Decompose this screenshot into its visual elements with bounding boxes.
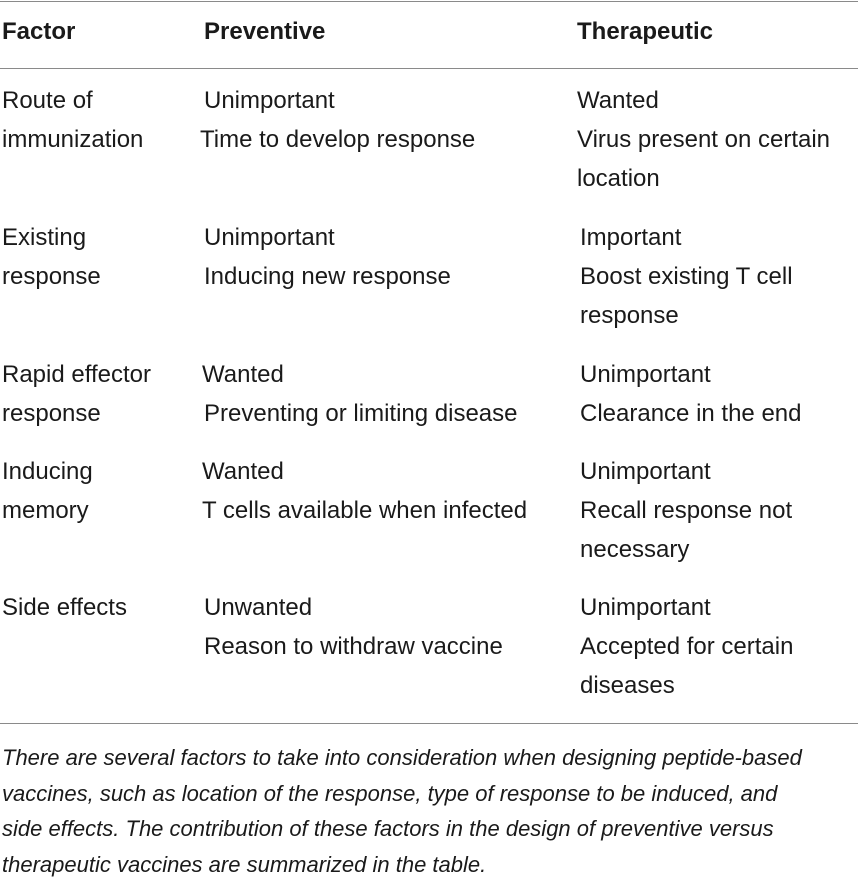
caption-line: vaccines, such as location of the response, type of response to be induced, and bbox=[2, 780, 778, 806]
cell-line: Recall response not bbox=[580, 497, 793, 524]
caption-line: side effects. The contribution of these factors in the design of preventive versus bbox=[2, 816, 774, 841]
cell-line: Unimportant bbox=[580, 594, 711, 621]
row-therapeutic bbox=[577, 81, 830, 198]
header-preventive: Preventive bbox=[204, 18, 326, 45]
cell-line: Wanted bbox=[202, 458, 284, 485]
table-caption bbox=[2, 740, 858, 882]
cell-line: Unwanted bbox=[204, 594, 313, 621]
cell-line: Unimportant bbox=[204, 87, 335, 114]
row-preventive bbox=[204, 218, 451, 296]
row-therapeutic bbox=[580, 588, 793, 705]
cell-line: Rapid effector bbox=[2, 361, 151, 388]
caption-line: therapeutic vaccines are summarized in the table. bbox=[2, 851, 487, 877]
cell-line: Wanted bbox=[202, 361, 284, 388]
cell-line: T cells available when infected bbox=[202, 497, 528, 524]
cell-line: Route of bbox=[2, 87, 93, 114]
cell-line: location bbox=[577, 165, 660, 192]
row-factor bbox=[2, 452, 93, 530]
row-therapeutic bbox=[580, 218, 793, 335]
cell-line: Reason to withdraw vaccine bbox=[204, 633, 503, 660]
cell-line: Side effects bbox=[2, 594, 127, 621]
cell-line: Accepted for certain bbox=[580, 633, 794, 660]
header-factor: Factor bbox=[2, 18, 76, 45]
cell-line: Clearance in the end bbox=[580, 400, 802, 427]
cell-line: diseases bbox=[580, 672, 675, 699]
row-preventive bbox=[200, 81, 476, 159]
cell-line: Virus present on certain bbox=[577, 126, 831, 153]
cell-line: Preventing or limiting disease bbox=[204, 400, 518, 427]
top-rule bbox=[0, 1, 858, 2]
cell-line: memory bbox=[2, 497, 89, 524]
cell-line: Time to develop response bbox=[200, 126, 476, 153]
row-factor bbox=[2, 81, 143, 159]
row-preventive bbox=[204, 588, 503, 666]
header-rule bbox=[0, 68, 858, 69]
row-therapeutic bbox=[580, 355, 801, 433]
caption-line: There are several factors to take into consideration when designing peptide-based bbox=[2, 745, 802, 770]
row-factor bbox=[2, 588, 127, 627]
row-factor bbox=[2, 218, 101, 296]
cell-line: Inducing bbox=[2, 458, 93, 485]
row-preventive bbox=[202, 452, 527, 530]
cell-line: response bbox=[580, 302, 679, 329]
cell-line: response bbox=[2, 263, 101, 290]
cell-line: Boost existing T cell bbox=[580, 263, 793, 290]
cell-line: Existing bbox=[2, 224, 87, 251]
header-therapeutic: Therapeutic bbox=[577, 18, 714, 45]
cell-line: response bbox=[2, 400, 101, 427]
cell-line: Important bbox=[580, 224, 682, 251]
cell-line: immunization bbox=[2, 126, 144, 153]
row-factor bbox=[2, 355, 151, 433]
row-preventive bbox=[202, 355, 518, 433]
cell-line: necessary bbox=[580, 536, 690, 563]
cell-line: Unimportant bbox=[580, 458, 711, 485]
cell-line: Wanted bbox=[577, 87, 659, 114]
cell-line: Unimportant bbox=[204, 224, 335, 251]
bottom-rule bbox=[0, 723, 858, 724]
cell-line: Inducing new response bbox=[204, 263, 451, 290]
row-therapeutic bbox=[580, 452, 792, 569]
cell-line: Unimportant bbox=[580, 361, 711, 388]
